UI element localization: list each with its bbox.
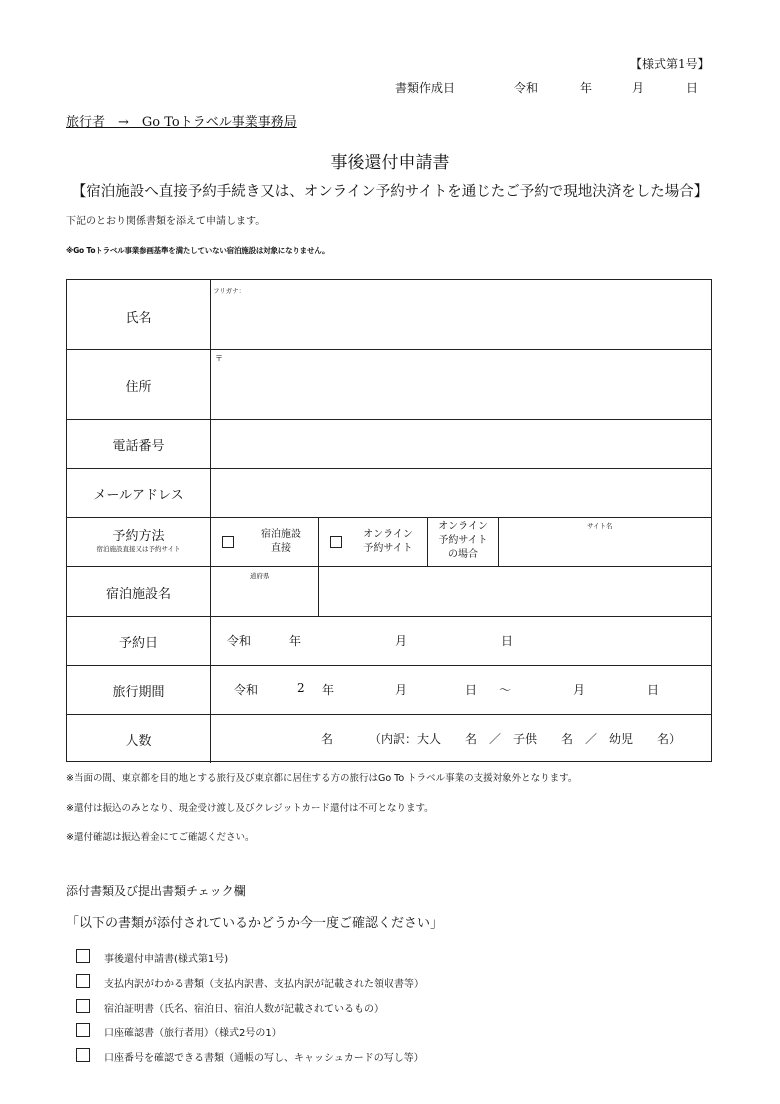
- phone-label: 電話番号: [112, 439, 165, 454]
- form-number: 【様式第1号】: [630, 57, 710, 71]
- date-label: 書類作成日: [395, 81, 456, 95]
- page-subtitle: 【宿泊施設へ直接予約手続き又は、オンライン予約サイトを通じたご予約で現地決済をした場合】: [71, 184, 709, 200]
- reserve-day: 日: [501, 634, 514, 648]
- email-field[interactable]: [213, 471, 709, 515]
- period-year-number: 2: [297, 681, 305, 695]
- date-year: 年: [580, 81, 593, 95]
- period-year: 年: [322, 683, 335, 697]
- checklist-checkbox[interactable]: [76, 1023, 90, 1037]
- application-table: [66, 279, 712, 762]
- email-label: メールアドレス: [93, 488, 184, 503]
- period-day-end: 日: [647, 683, 660, 697]
- date-day: 日: [686, 81, 699, 95]
- address-label: 住所: [125, 380, 152, 395]
- online-checkbox[interactable]: [330, 536, 342, 548]
- note-tokyo: ※当面の間、東京都を目的地とする旅行及び東京都に居住する方の旅行はGo To トラベル事業の支援対象外となります。: [66, 773, 578, 784]
- note-transfer: ※還付は振込のみとなり、現金受け渡し及びクレジットカード還付は不可となります。: [66, 803, 434, 814]
- period-month-end: 月: [573, 683, 586, 697]
- route-line: 旅行者 → Go Toトラベル事業事務局: [66, 115, 297, 130]
- reserve-date-label: 予約日: [118, 636, 158, 651]
- checklist-title: 添付書類及び提出書類チェック欄: [66, 884, 246, 898]
- people-breakdown: （内訳：大人 名 ／ 子供 名 ／ 幼児 名）: [369, 732, 682, 746]
- name-field[interactable]: [213, 296, 709, 346]
- checklist-item-label: 口座番号を確認できる書類（通帳の写し、キャッシュカードの写し等）: [104, 1053, 424, 1064]
- period-tilde: ～: [499, 683, 512, 697]
- note-confirm: ※還付確認は振込着金にてご確認ください。: [66, 832, 255, 843]
- address-field[interactable]: [213, 366, 709, 416]
- period-day-start: 日: [465, 683, 478, 697]
- period-label: 旅行期間: [112, 685, 165, 700]
- option-direct: 宿泊施設 直接: [261, 529, 301, 554]
- prefecture-field[interactable]: [213, 580, 316, 614]
- checklist-checkbox[interactable]: [76, 974, 90, 988]
- checklist-checkbox[interactable]: [76, 949, 90, 963]
- method-label: 予約方法: [112, 529, 165, 544]
- reserve-year: 年: [289, 634, 302, 648]
- reserve-month: 月: [395, 634, 408, 648]
- people-unit: 名: [321, 732, 334, 746]
- facility-name-field[interactable]: [320, 569, 710, 614]
- name-label: 氏名: [125, 311, 152, 326]
- prefecture-label: 道府県: [250, 572, 270, 580]
- option-online: オンライン 予約サイト: [363, 529, 413, 554]
- checklist-checkbox[interactable]: [76, 1048, 90, 1062]
- date-month: 月: [632, 81, 645, 95]
- site-name-field[interactable]: [500, 530, 710, 564]
- reserve-era: 令和: [227, 634, 252, 648]
- date-era: 令和: [514, 81, 539, 95]
- lead-text: 下記のとおり関係書類を添えて申請します。: [66, 216, 266, 227]
- checklist-lead: 「以下の書類が添付されているかどうか今一度ご確認ください」: [66, 916, 444, 931]
- checklist-item-label: 宿泊証明書（氏名、宿泊日、宿泊人数が記載されているもの）: [104, 1004, 384, 1015]
- facility-label: 宿泊施設名: [105, 587, 171, 602]
- site-name-label: サイト名: [587, 522, 613, 530]
- method-sublabel: 宿泊施設直接又は予約サイト: [96, 545, 181, 553]
- warning-text: ※Go Toトラベル事業参画基準を満たしていない宿泊施設は対象になりません。: [66, 246, 330, 255]
- people-label: 人数: [125, 734, 152, 749]
- checklist-item-label: 口座確認書（旅行者用）（様式2号の1）: [104, 1028, 282, 1039]
- page-title: 事後還付申請書: [330, 153, 450, 173]
- phone-field[interactable]: [213, 422, 709, 466]
- online-case-label: オンライン 予約サイト の場合: [438, 521, 488, 560]
- checklist-checkbox[interactable]: [76, 999, 90, 1013]
- furigana-label: フリガナ：: [213, 287, 246, 295]
- direct-checkbox[interactable]: [222, 536, 234, 548]
- period-era: 令和: [234, 683, 259, 697]
- checklist-item-label: 事後還付申請書(様式第1号): [104, 954, 229, 965]
- checklist-item-label: 支払内訳がわかる書類（支払内訳書、支払内訳が記載された領収書等）: [104, 979, 424, 990]
- postal-mark: 〒: [215, 354, 223, 363]
- period-month-start: 月: [395, 683, 408, 697]
